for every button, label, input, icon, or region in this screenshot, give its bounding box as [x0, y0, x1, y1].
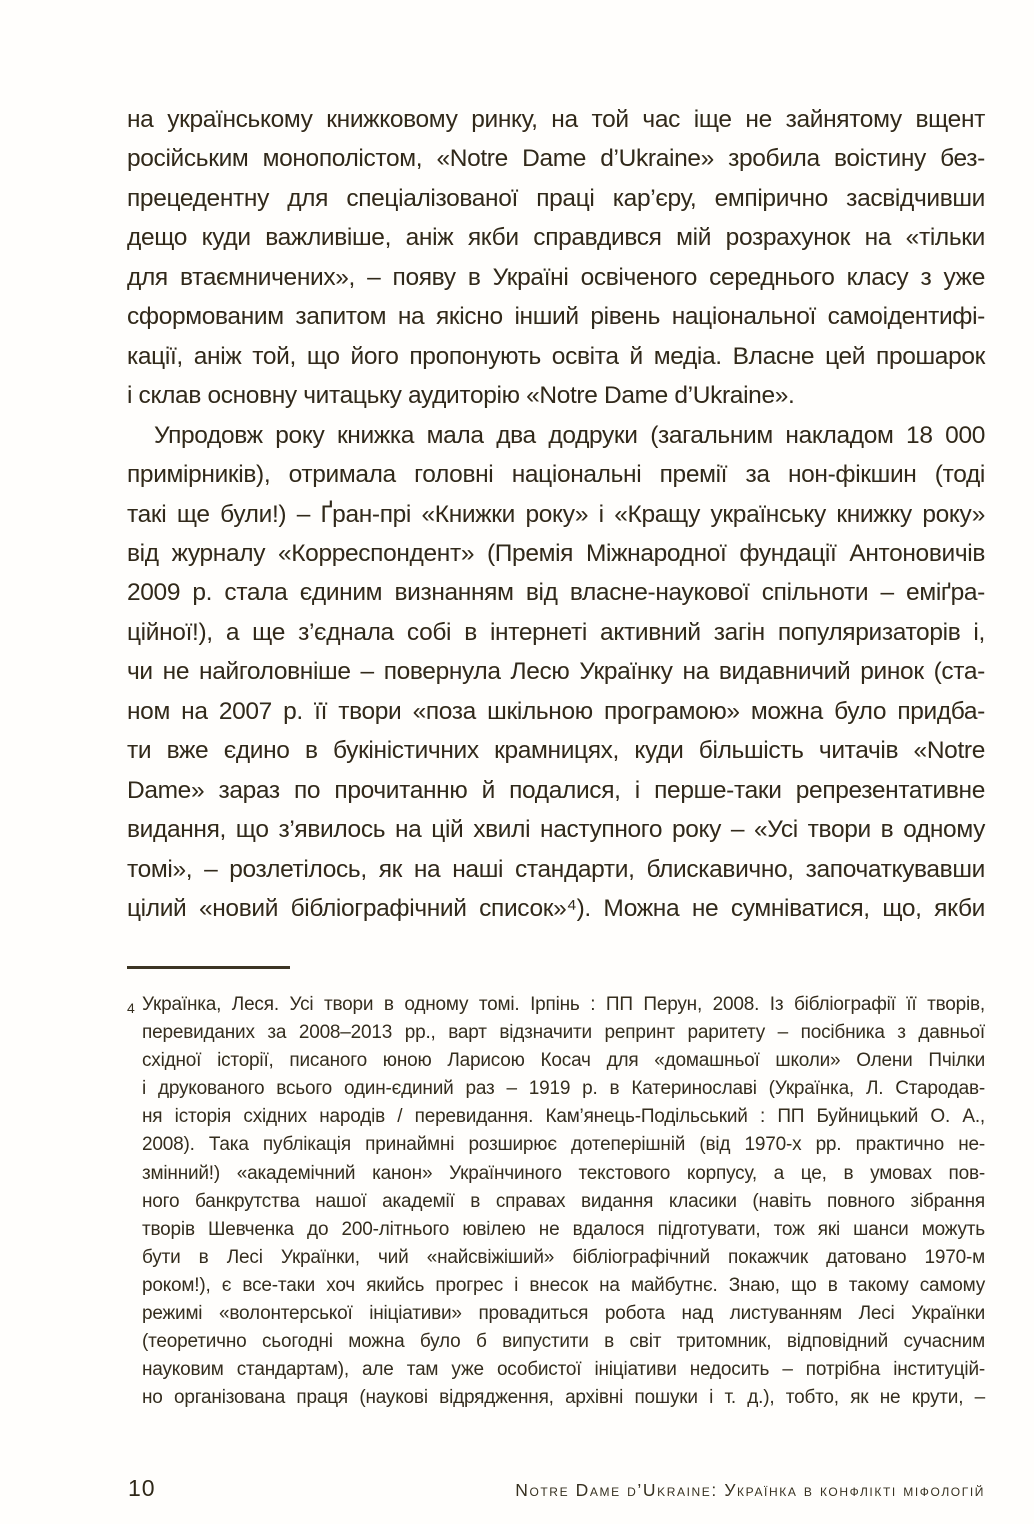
body-text-line: прецедентну для спеціалізованої праці кар’єру, емпірично засвідчивши: [127, 184, 985, 212]
footnote-line: перевиданих за 2008–2013 рр., варт відзначити репринт раритету – посібника з давньої: [142, 1022, 985, 1044]
body-text-line: ційної!), а ще з’єднала собі в інтернеті активний загін популяризаторів і,: [127, 618, 985, 646]
footnote-line: 2008). Така публікація принаймні розширює дотеперішній (від 1970-х рр. практично не-: [142, 1134, 985, 1156]
footnote-line: науковим стандартам), але там уже особистої ініціативи недосить – потрібна інституцій-: [142, 1359, 985, 1381]
footnote-text: [142, 991, 985, 1412]
body-text-line: томі», – розлетілось, як на наші стандарти, блискавично, започаткувавши: [127, 855, 985, 883]
body-text-line: для втаємничених», – появу в Україні освіченого середнього класу з уже: [127, 263, 985, 291]
body-text-line: ном на 2007 р. її твори «поза шкільною програмою» можна було придба-: [127, 697, 985, 725]
body-text-line: 2009 р. стала єдиним визнанням від власне-наукової спільноти – еміґра-: [127, 579, 985, 607]
body-text-line: кації, аніж той, що його пропонують освіта й медіа. Власне цей прошарок: [127, 342, 985, 370]
body-text-line: і склав основну читацьку аудиторію «Notre Dame d’Ukraine».: [127, 382, 795, 410]
body-text-line: цілий «новий бібліографічний список»⁴). Можна не сумніватися, що, якби: [127, 895, 985, 923]
footnote-line: і друкованого всього один-єдиний раз – 1919 р. в Катеринославі (Українка, Л. Стародав-: [142, 1078, 985, 1100]
body-text-line: дещо куди важливіше, аніж якби справдився мій розрахунок на «тільки: [127, 224, 985, 252]
footnote-line: бути в Лесі Українки, чий «найсвіжіший» бібліографічний покажчик датовано 1970-м: [142, 1246, 985, 1268]
footnote-line: роком!), є все-таки хоч якийсь прогрес і внесок на майбутнє. Знаю, що в такому самому: [142, 1274, 985, 1296]
body-text-line: Dame» зараз по прочитанню й подалися, і перше-таки репрезентативне: [127, 776, 985, 804]
footnote-line: режимі «волонтерської ініціативи» провадиться робота над листуванням Лесі Українки: [142, 1303, 985, 1325]
body-text-line: сформованим запитом на якісно інший рівень національної самоідентифі-: [127, 303, 985, 331]
running-title: Notre Dame d’Ukraine: Українка в конфлікті міфологій: [515, 1480, 985, 1500]
body-text-line: від журналу «Корреспондент» (Премія Міжнародної фундації Антоновичів: [127, 539, 985, 567]
footnote-line: но організована праця (наукові відрядження, архівні пошуки і т. д.), тобто, як не крути, –: [142, 1387, 985, 1409]
page-number: 10: [128, 1475, 156, 1501]
body-text-line: російським монополістом, «Notre Dame d’Ukraine» зробила воістину без-: [127, 145, 985, 173]
body-text-line: примірників), отримала головні національні премії за нон-фікшин (тоді: [127, 461, 985, 489]
footnote-separator: [127, 966, 290, 969]
footnote-line: східної історії, писаного юною Ларисою Косач для «домашньої школи» Олени Пчілки: [142, 1050, 985, 1072]
body-text-line: чи не найголовніше – повернула Лесю Українку на видавничий ринок (ста-: [127, 658, 985, 686]
footnote-marker: 4: [127, 1000, 135, 1016]
footnote-line: (теоретично сьогодні можна було б випустити в світ тритомник, відповідний сучасним: [142, 1331, 985, 1353]
footnote-line: творів Шевченка до 200-літнього ювілею не вдалося підготувати, тож які шанси можуть: [142, 1218, 985, 1240]
body-text-line: ти вже єдино в букіністичних крамницях, куди більшість читачів «Notre: [127, 737, 985, 765]
footnote-line: Українка, Леся. Усі твори в одному томі. Ірпінь : ПП Перун, 2008. Із бібліографії її творів,: [142, 994, 985, 1015]
body-text-line: Упродовж року книжка мала два додруки (загальним накладом 18 000: [154, 421, 985, 449]
footnote-line: ного банкрутства нашої академії в справах видання класики (навіть повного зібрання: [142, 1190, 985, 1212]
body-text-line: такі ще були!) – Ґран-прі «Книжки року» і «Кращу українську книжку року»: [127, 500, 985, 528]
footnote-line: ня історія східних народів / перевидання. Кам’янець-Подільський : ПП Буйницький О. А.,: [142, 1106, 985, 1128]
body-text: [127, 100, 985, 929]
body-text-line: видання, що з’явилось на цій хвилі наступного року – «Усі твори в одному: [127, 816, 985, 844]
footnote-line: змінний!) «академічний канон» Українчиного текстового корпусу, а це, в умовах пов-: [142, 1162, 985, 1184]
footnote-block: [127, 991, 985, 1412]
body-text-line: на українському книжковому ринку, на той час іще не зайнятому вщент: [127, 106, 985, 133]
